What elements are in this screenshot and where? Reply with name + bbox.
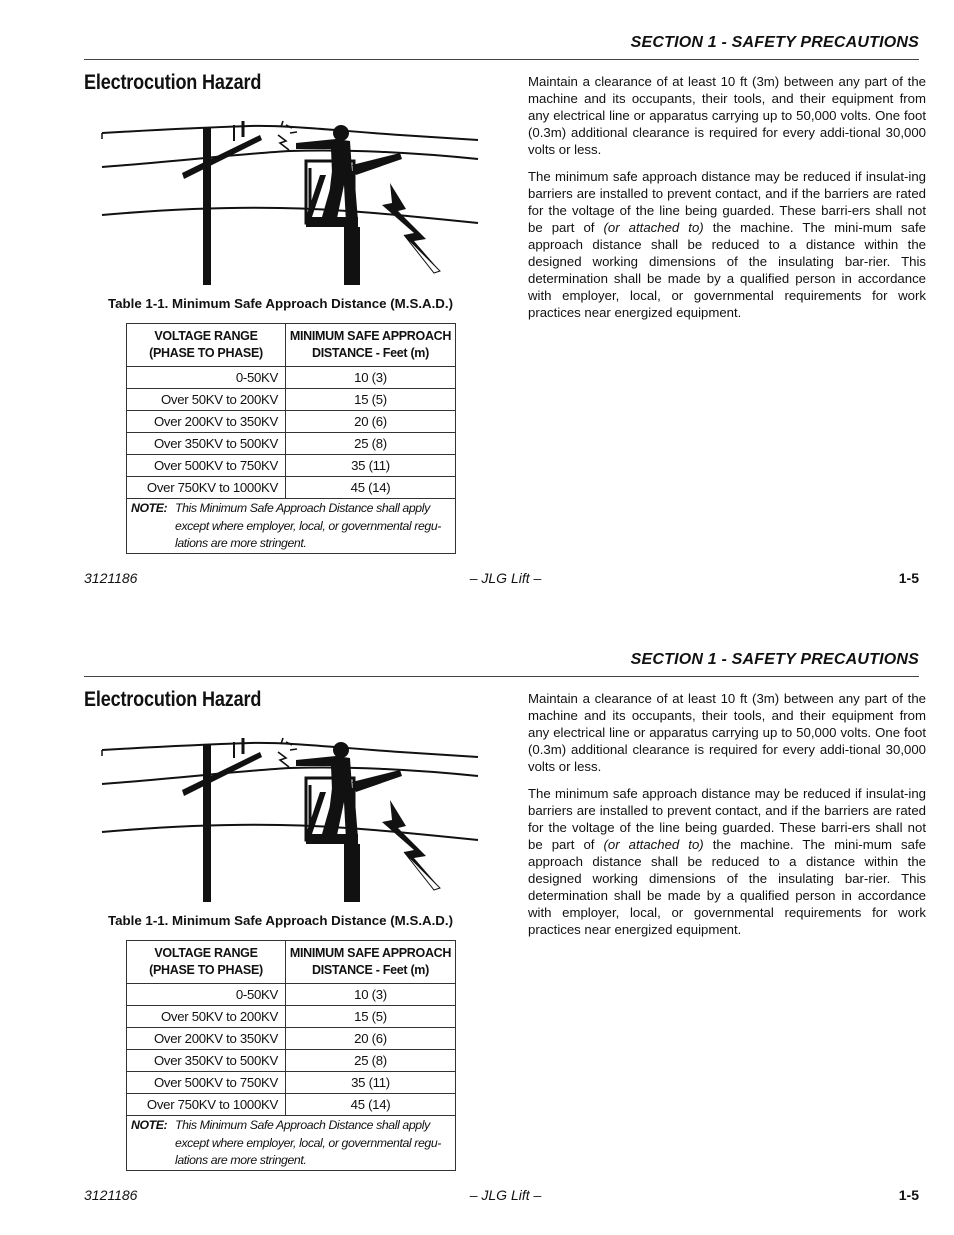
barrier-paragraph-part1: The minimum safe approach distance may be reduced if insulat-ing barriers are installed to prevent contact, and if the barriers are rated for the voltage of the line being guarded. These barri-ers shall not be part of <box>528 786 926 852</box>
clearance-paragraph: Maintain a clearance of at least 10 ft (3m) between any part of the machine and its occupants, their tools, and their equipment from any electrical line or apparatus carrying up to 50,000 volts. One foot (0.3m) additional clearance is required for every addi-tional 30,000 volts or less. <box>528 74 926 157</box>
electrocution-hazard-illustration <box>100 113 480 285</box>
column-header-distance-line1: MINIMUM SAFE APPROACH <box>289 946 452 960</box>
page-number: 1-5 <box>898 1187 919 1203</box>
distance-cell: 20 (6) <box>286 1028 456 1050</box>
column-header-voltage <box>127 324 286 367</box>
page-footer <box>84 570 919 588</box>
column-header-voltage-line2: (PHASE TO PHASE) <box>149 346 263 360</box>
voltage-range-cell: Over 200KV to 350KV <box>127 411 286 433</box>
voltage-range-cell: Over 350KV to 500KV <box>127 433 286 455</box>
barrier-paragraph-part2: the machine. The mini-mum safe approach distance shall be reduced to a distance within the designed working dimensions of the insulating bar-rier. This determination shall be made by a qualified person in accordance with employer, local, or governmental requirements for work practices near energized equipment. <box>528 220 926 320</box>
distance-cell: 45 (14) <box>286 1094 456 1116</box>
msad-table <box>126 940 456 1171</box>
distance-cell: 15 (5) <box>286 1006 456 1028</box>
voltage-range-cell: Over 500KV to 750KV <box>127 1072 286 1094</box>
electrocution-hazard-illustration <box>100 730 480 902</box>
column-header-distance <box>286 941 456 984</box>
table-row <box>127 984 456 1006</box>
clearance-paragraph: Maintain a clearance of at least 10 ft (3m) between any part of the machine and its occupants, their tools, and their equipment from any electrical line or apparatus carrying up to 50,000 volts. One foot (0.3m) additional clearance is required for every addi-tional 30,000 volts or less. <box>528 691 926 774</box>
voltage-range-cell: Over 500KV to 750KV <box>127 455 286 477</box>
page-title: Electrocution Hazard <box>84 71 262 94</box>
illustration <box>100 730 480 902</box>
voltage-range-cell: 0-50KV <box>127 984 286 1006</box>
column-header-distance-line1: MINIMUM SAFE APPROACH <box>289 329 452 343</box>
table-row <box>127 1094 456 1116</box>
distance-cell: 15 (5) <box>286 389 456 411</box>
voltage-range-cell: Over 50KV to 200KV <box>127 1006 286 1028</box>
distance-cell: 10 (3) <box>286 984 456 1006</box>
distance-cell: 25 (8) <box>286 433 456 455</box>
table-note <box>127 499 456 554</box>
page-number: 1-5 <box>898 570 919 586</box>
section-header-text: SECTION 1 - SAFETY PRECAUTIONS <box>630 651 919 668</box>
table-row <box>127 1072 456 1094</box>
table-row <box>127 477 456 499</box>
column-header-voltage <box>127 941 286 984</box>
distance-cell: 35 (11) <box>286 1072 456 1094</box>
body-text <box>528 73 926 331</box>
table-note-row <box>127 1116 456 1171</box>
distance-cell: 45 (14) <box>286 477 456 499</box>
footer-brand: – JLG Lift – <box>469 1187 542 1203</box>
voltage-range-cell: Over 350KV to 500KV <box>127 1050 286 1072</box>
table-note-row <box>127 499 456 554</box>
barrier-paragraph-emphasis: (or attached to) <box>603 220 704 235</box>
section-header-text: SECTION 1 - SAFETY PRECAUTIONS <box>630 34 919 51</box>
section-header <box>84 34 919 60</box>
page-1 <box>0 0 954 617</box>
footer-brand: – JLG Lift – <box>469 570 542 586</box>
barrier-paragraph <box>528 168 926 321</box>
section-header <box>84 651 919 677</box>
column-header-distance-line2: DISTANCE - Feet (m) <box>312 346 429 360</box>
table-row <box>127 1028 456 1050</box>
page-2 <box>0 617 954 1234</box>
voltage-range-cell: 0-50KV <box>127 367 286 389</box>
page-title: Electrocution Hazard <box>84 688 262 711</box>
table-row <box>127 433 456 455</box>
table-row <box>127 367 456 389</box>
column-header-distance-line2: DISTANCE - Feet (m) <box>312 963 429 977</box>
distance-cell: 35 (11) <box>286 455 456 477</box>
table-row <box>127 411 456 433</box>
note-label: NOTE: <box>131 501 168 515</box>
body-text <box>528 690 926 948</box>
voltage-range-cell: Over 750KV to 1000KV <box>127 1094 286 1116</box>
document-number: 3121186 <box>84 1187 138 1203</box>
note-label: NOTE: <box>131 1118 168 1132</box>
column-header-voltage-line2: (PHASE TO PHASE) <box>149 963 263 977</box>
table-caption: Table 1-1. Minimum Safe Approach Distance (M.S.A.D.) <box>108 296 454 311</box>
page-footer <box>84 1187 919 1205</box>
table-row <box>127 389 456 411</box>
column-header-distance <box>286 324 456 367</box>
msad-table <box>126 323 456 554</box>
voltage-range-cell: Over 200KV to 350KV <box>127 1028 286 1050</box>
table-caption: Table 1-1. Minimum Safe Approach Distance (M.S.A.D.) <box>108 913 454 928</box>
distance-cell: 25 (8) <box>286 1050 456 1072</box>
barrier-paragraph-part1: The minimum safe approach distance may be reduced if insulat-ing barriers are installed to prevent contact, and if the barriers are rated for the voltage of the line being guarded. These barri-ers shall not be part of <box>528 169 926 235</box>
column-header-voltage-line1: VOLTAGE RANGE <box>154 946 258 960</box>
barrier-paragraph <box>528 785 926 938</box>
document-number: 3121186 <box>84 570 138 586</box>
column-header-voltage-line1: VOLTAGE RANGE <box>154 329 258 343</box>
voltage-range-cell: Over 50KV to 200KV <box>127 389 286 411</box>
table-row <box>127 1050 456 1072</box>
table-note <box>127 1116 456 1171</box>
distance-cell: 20 (6) <box>286 411 456 433</box>
note-text: This Minimum Safe Approach Distance shall apply except where employer, local, or governmental regu-lations are more stringent. <box>175 501 441 551</box>
illustration <box>100 113 480 285</box>
table-row <box>127 1006 456 1028</box>
table-row <box>127 455 456 477</box>
distance-cell: 10 (3) <box>286 367 456 389</box>
voltage-range-cell: Over 750KV to 1000KV <box>127 477 286 499</box>
barrier-paragraph-part2: the machine. The mini-mum safe approach distance shall be reduced to a distance within the designed working dimensions of the insulating bar-rier. This determination shall be made by a qualified person in accordance with employer, local, or governmental requirements for work practices near energized equipment. <box>528 837 926 937</box>
note-text: This Minimum Safe Approach Distance shall apply except where employer, local, or governmental regu-lations are more stringent. <box>175 1118 441 1168</box>
barrier-paragraph-emphasis: (or attached to) <box>603 837 704 852</box>
